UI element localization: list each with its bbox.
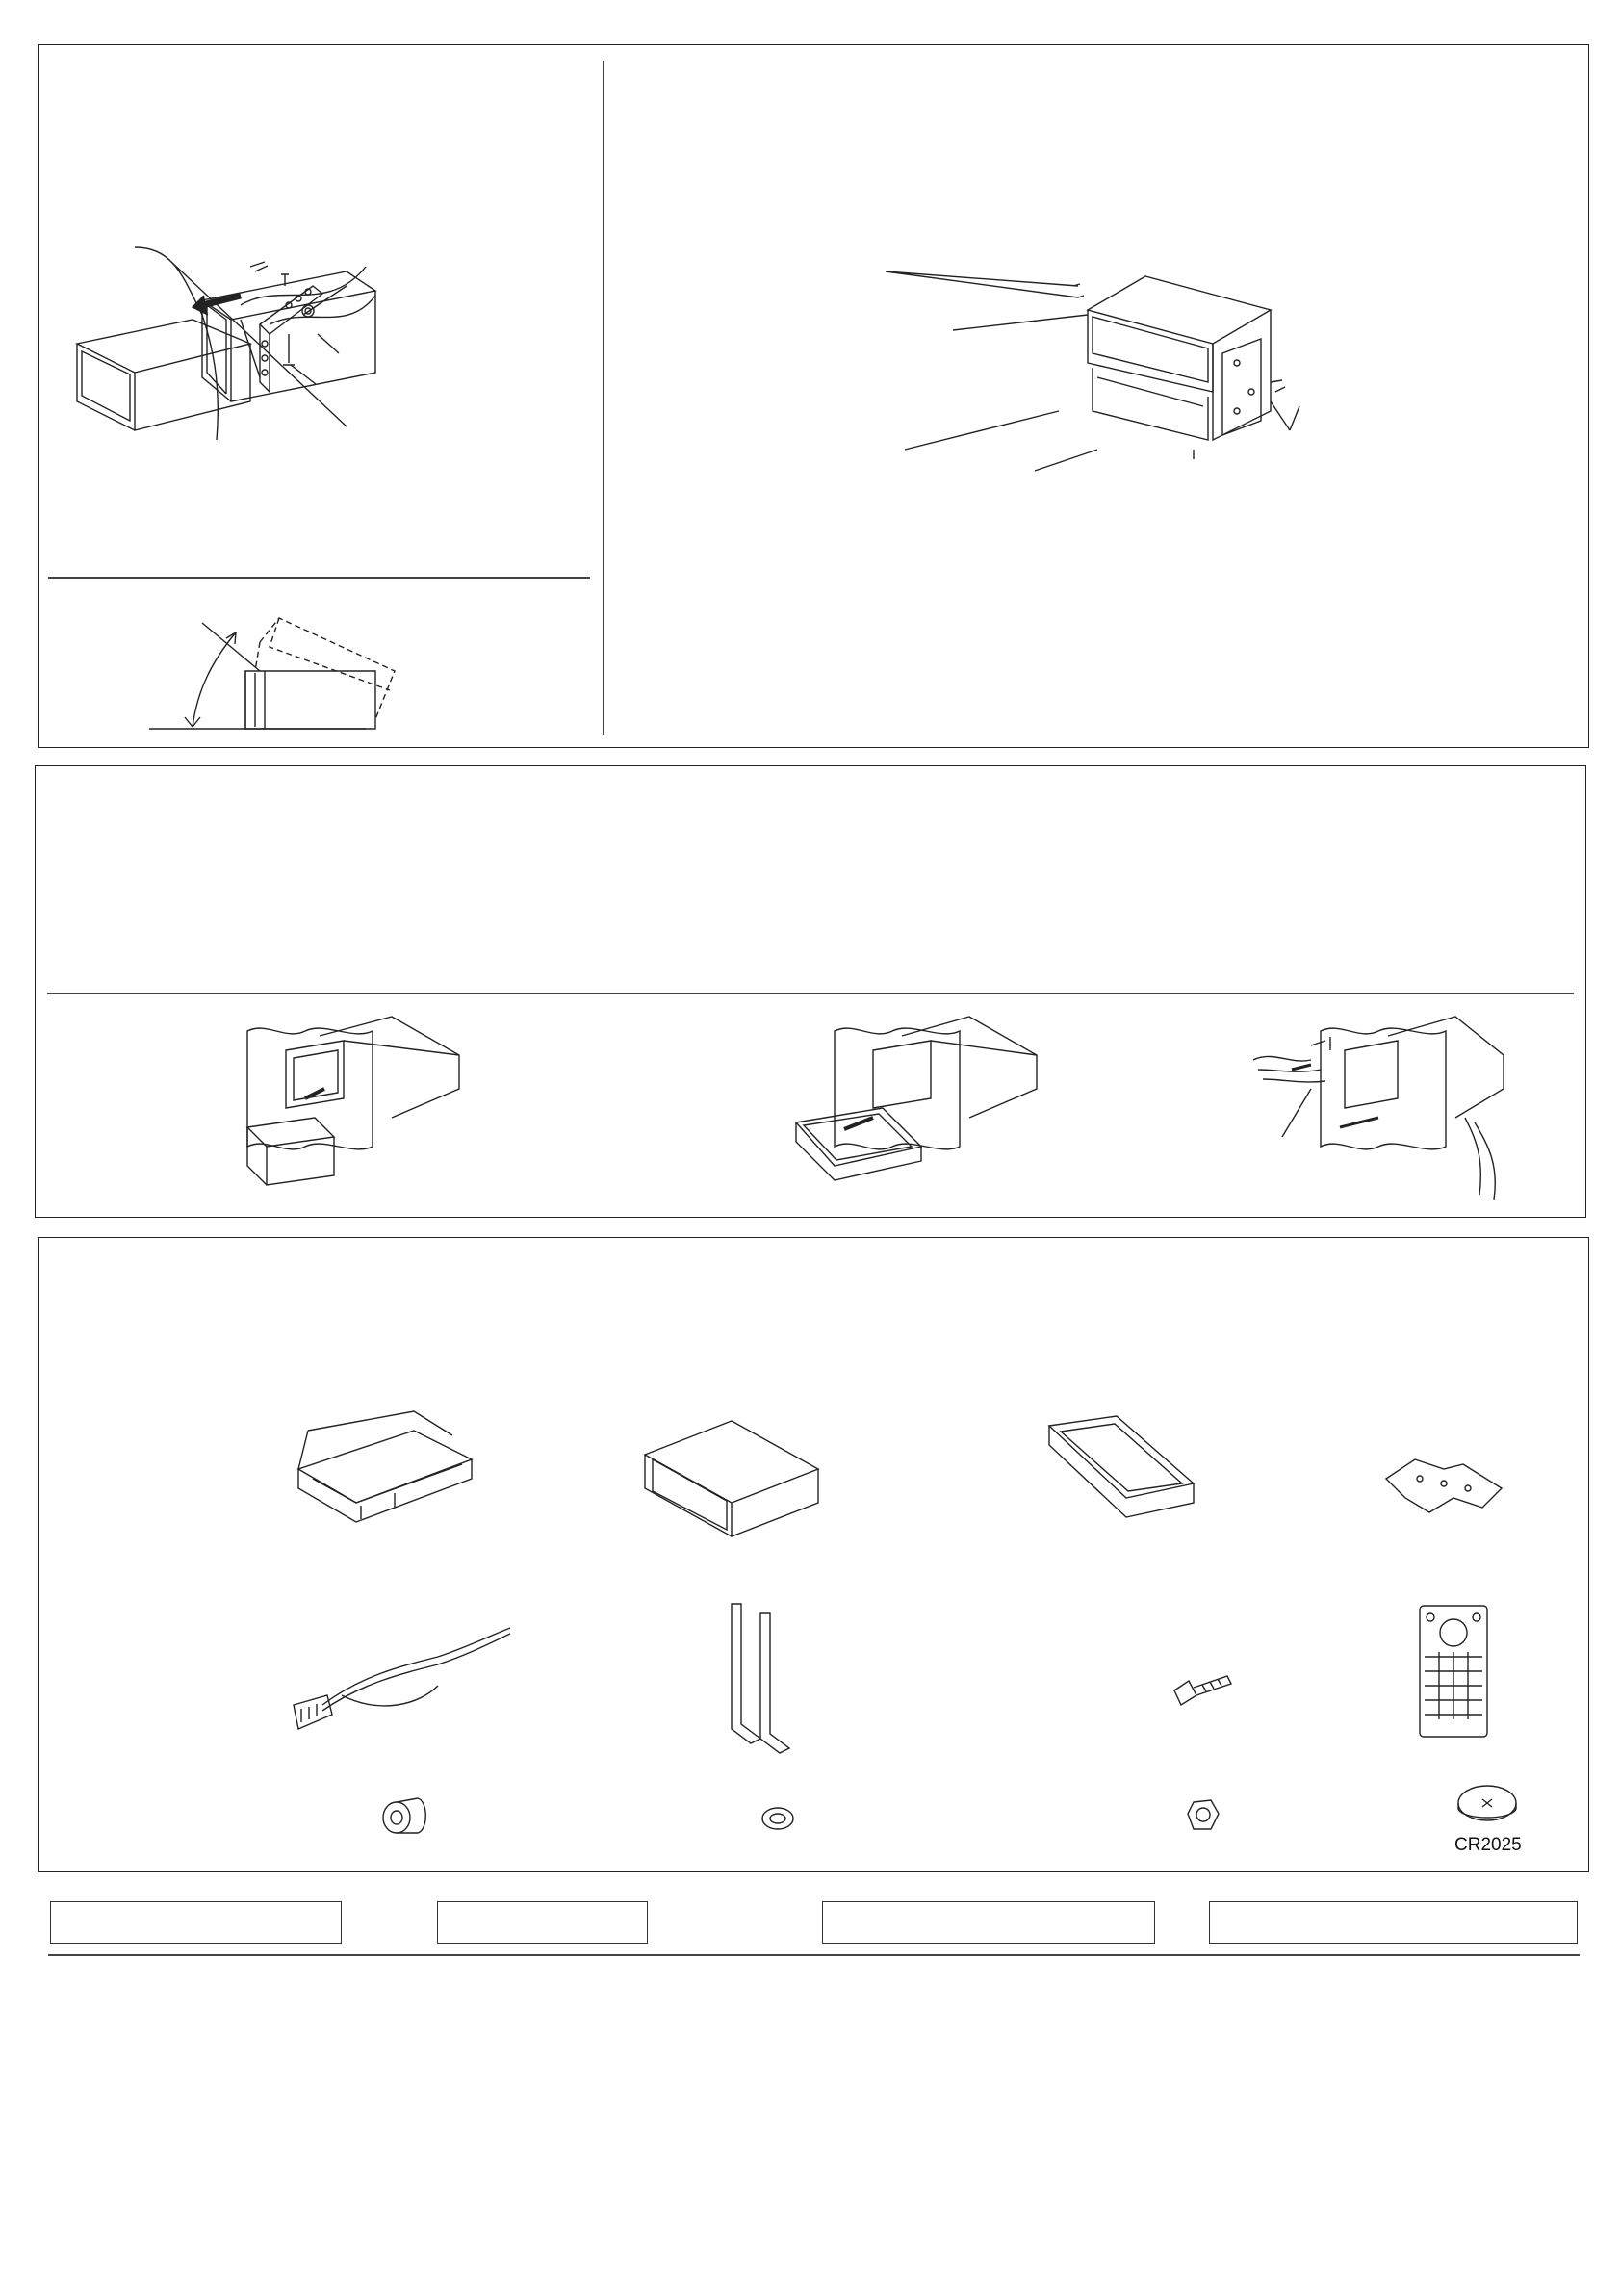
horizontal-divider <box>47 993 1574 994</box>
footer-box <box>1209 1901 1578 1944</box>
trim-plate-icon <box>1030 1416 1203 1541</box>
control-panel-case-icon <box>279 1411 491 1536</box>
lock-nut-icon <box>1184 1796 1222 1835</box>
footer-rule <box>48 1954 1580 1956</box>
remote-controller-icon <box>1415 1604 1492 1739</box>
in-dash-sleeve-mounting-diagram <box>58 190 558 575</box>
power-cord-icon <box>284 1609 515 1743</box>
washer-icon <box>759 1804 797 1833</box>
mounting-bolt-icon <box>1170 1666 1237 1715</box>
handles-icon <box>703 1599 818 1753</box>
battery-label: CR2025 <box>1454 1835 1522 1855</box>
mounting-angle-diagram <box>144 613 452 738</box>
footer-box <box>50 1901 342 1944</box>
unit-with-brackets-diagram <box>905 257 1367 488</box>
mounting-bracket-icon <box>1376 1455 1511 1522</box>
removal-panel <box>35 765 1586 1218</box>
lithium-battery-icon <box>1453 1782 1521 1830</box>
parts-panel <box>38 1237 1589 1872</box>
footer-box <box>822 1901 1155 1944</box>
remove-trim-plate-diagram <box>767 1012 1056 1204</box>
footer-box <box>437 1901 648 1944</box>
sleeve-icon <box>635 1416 828 1541</box>
remove-control-panel-diagram <box>228 1012 517 1204</box>
rubber-cushion-icon <box>375 1787 433 1845</box>
vertical-divider <box>603 61 604 735</box>
extract-unit-with-handles-diagram <box>1253 1012 1523 1204</box>
installation-panel <box>38 44 1589 748</box>
horizontal-divider <box>48 577 590 579</box>
